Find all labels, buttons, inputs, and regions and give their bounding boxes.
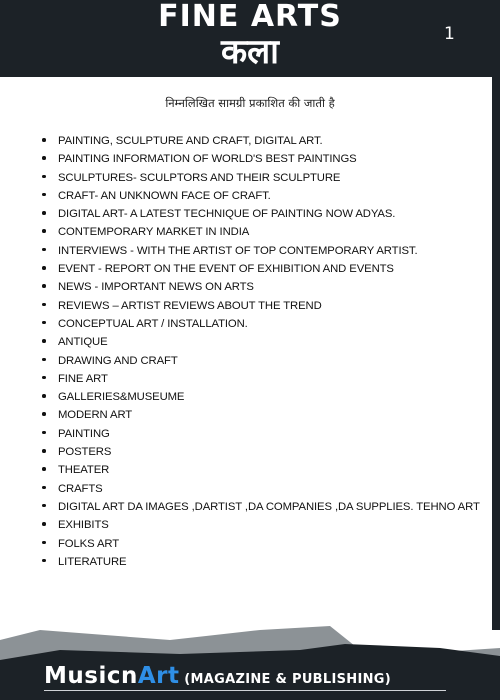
list-item-text: POSTERS: [58, 446, 112, 459]
list-item: [40, 428, 480, 440]
footer-divider: [44, 690, 446, 691]
list-item: [40, 483, 480, 495]
list-item: [40, 263, 480, 275]
bullet-icon: [42, 467, 46, 471]
list-item: [40, 501, 480, 513]
bullet-icon: [42, 248, 46, 252]
bullet-icon: [42, 175, 46, 179]
bullet-icon: [42, 412, 46, 416]
list-item-text: CRAFT- AN UNKNOWN FACE OF CRAFT.: [58, 189, 271, 202]
bullet-icon: [42, 394, 46, 398]
list-item-text: PAINTING, SCULPTURE AND CRAFT, DIGITAL ART.: [58, 135, 323, 147]
bullet-icon: [42, 358, 46, 362]
title-english: FINE ARTS: [158, 0, 342, 34]
bullet-icon: [42, 449, 46, 453]
list-item-text: CONTEMPORARY MARKET IN INDIA: [58, 226, 250, 239]
list-item-text: DIGITAL ART DA IMAGES ,DARTIST ,DA COMPANIES ,DA SUPPLIES. TEHNO ART: [58, 500, 480, 513]
list-item: [40, 208, 480, 220]
list-item: [40, 190, 480, 202]
list-item: [40, 409, 480, 421]
list-item: [40, 172, 480, 184]
content-list: [40, 135, 480, 574]
title-hindi: कला: [221, 32, 279, 72]
header-banner: [0, 0, 500, 77]
list-item: [40, 226, 480, 238]
list-item-text: PAINTING: [58, 427, 110, 440]
list-item: [40, 135, 480, 147]
list-item-text: REVIEWS – ARTIST REVIEWS ABOUT THE TREND: [58, 299, 322, 312]
page-number: 1: [444, 24, 455, 44]
list-item: [40, 300, 480, 312]
list-item-text: LITERATURE: [58, 555, 127, 568]
list-item-text: DRAWING AND CRAFT: [58, 354, 178, 367]
intro-text: निम्नलिखित सामग्री प्रकाशित की जाती है: [165, 96, 335, 110]
list-item-text: THEATER: [58, 464, 110, 477]
list-item: [40, 318, 480, 330]
list-item-text: ANTIQUE: [58, 336, 108, 349]
list-item: [40, 373, 480, 385]
bullet-icon: [42, 376, 46, 380]
bullet-icon: [42, 339, 46, 343]
bullet-icon: [42, 193, 46, 197]
list-item-text: CRAFTS: [58, 482, 103, 495]
bullet-icon: [42, 486, 46, 490]
bullet-icon: [42, 541, 46, 545]
list-item: [40, 519, 480, 531]
list-item: [40, 336, 480, 348]
list-item-text: INTERVIEWS - WITH THE ARTIST OF TOP CONTEMPORARY ARTIST.: [58, 244, 418, 257]
list-item-text: EVENT - REPORT ON THE EVENT OF EXHIBITION AND EVENTS: [58, 263, 394, 276]
bullet-icon: [42, 504, 46, 508]
right-edge-bar: [492, 77, 500, 630]
bullet-icon: [42, 431, 46, 435]
bullet-icon: [42, 559, 46, 563]
bullet-icon: [42, 303, 46, 307]
list-item: [40, 153, 480, 165]
list-item-text: EXHIBITS: [58, 519, 109, 532]
list-item-text: SCULPTURES- SCULPTORS AND THEIR SCULPTURE: [58, 171, 341, 184]
brand-tagline: (MAGAZINE & PUBLISHING): [179, 672, 391, 687]
list-item-text: GALLERIES&MUSEUME: [58, 391, 185, 404]
brand-logo: [44, 663, 391, 689]
list-item-text: DIGITAL ART- A LATEST TECHNIQUE OF PAINTING NOW ADYAS.: [58, 208, 396, 221]
list-item-text: NEWS - IMPORTANT NEWS ON ARTS: [58, 281, 254, 294]
bullet-icon: [42, 522, 46, 526]
list-item-text: PAINTING INFORMATION OF WORLD'S BEST PAINTINGS: [58, 153, 357, 166]
list-item: [40, 391, 480, 403]
brand-name-part2: Art: [137, 663, 180, 689]
list-item-text: FOLKS ART: [58, 537, 120, 550]
list-item-text: CONCEPTUAL ART / INSTALLATION.: [58, 317, 248, 330]
list-item: [40, 245, 480, 257]
bullet-icon: [42, 284, 46, 288]
list-item-text: MODERN ART: [58, 409, 133, 422]
bullet-icon: [42, 266, 46, 270]
list-item: [40, 556, 480, 568]
bullet-icon: [42, 138, 46, 142]
list-item: [40, 355, 480, 367]
list-item: [40, 281, 480, 293]
list-item: [40, 464, 480, 476]
list-item: [40, 538, 480, 550]
bullet-icon: [42, 321, 46, 325]
bullet-icon: [42, 156, 46, 160]
list-item-text: FINE ART: [58, 372, 108, 385]
bullet-icon: [42, 229, 46, 233]
brand-name-part1: Musicn: [44, 663, 138, 689]
bullet-icon: [42, 211, 46, 215]
list-item: [40, 446, 480, 458]
